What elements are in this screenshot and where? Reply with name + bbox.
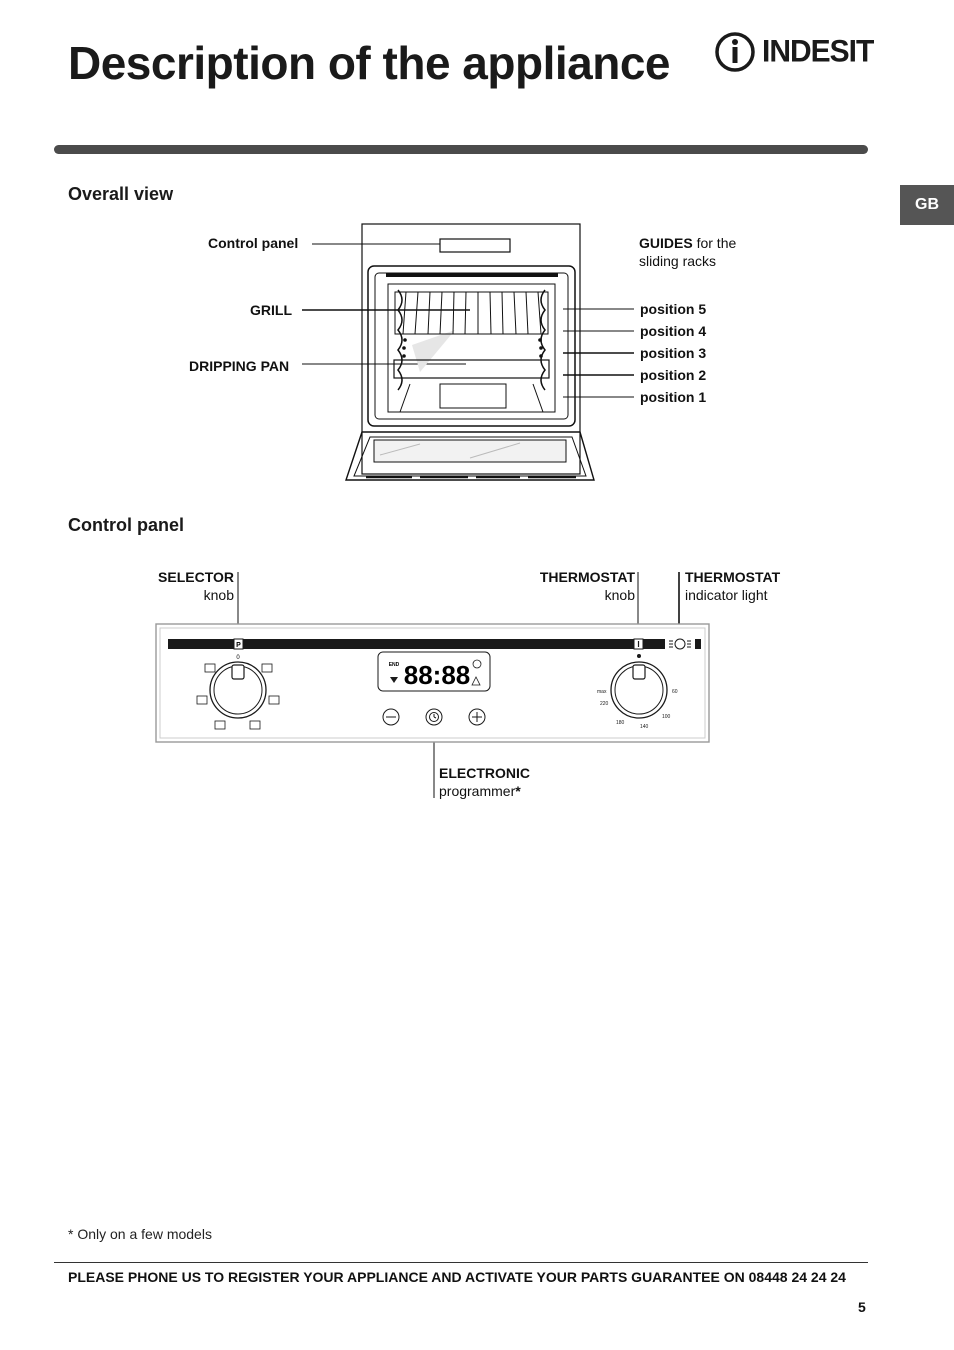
dripping-pan-label: DRIPPING PAN <box>189 358 290 374</box>
scale-180: 180 <box>616 720 625 726</box>
position-3-label: position 3 <box>640 345 707 361</box>
footnote: * Only on a few models <box>68 1226 212 1242</box>
scale-100: 100 <box>662 714 671 720</box>
scale-max: max <box>597 689 607 695</box>
position-2-label: position 2 <box>640 367 707 383</box>
scale-60: 60 <box>672 689 678 695</box>
programmer-display <box>378 652 490 691</box>
footer-rule <box>54 1262 868 1263</box>
selector-label: SELECTOR <box>158 569 234 585</box>
position-4-label: position 4 <box>640 323 707 339</box>
page-number: 5 <box>858 1299 866 1315</box>
scale-140: 140 <box>640 724 649 730</box>
programmer-label-star: * <box>515 783 521 799</box>
language-tab: GB <box>900 185 954 225</box>
thermostat-label: THERMOSTAT <box>539 569 635 585</box>
programmer-label-text: programmer <box>439 783 516 799</box>
grill-label: GRILL <box>250 302 292 318</box>
indicator-label: THERMOSTAT <box>685 569 781 585</box>
selector-zero-mark: 0 <box>236 655 240 661</box>
panel-strip <box>168 639 701 649</box>
thermostat-label-sub: knob <box>604 587 635 603</box>
position-5-label: position 5 <box>640 301 707 317</box>
guides-label-bold: GUIDES <box>639 235 693 251</box>
display-end-mark: END <box>388 662 400 668</box>
overall-view-heading: Overall view <box>68 184 174 204</box>
panel-p-mark: P <box>236 642 241 649</box>
control-panel-heading: Control panel <box>68 515 184 535</box>
guides-label-line2: sliding racks <box>639 253 717 269</box>
programmer-label: ELECTRONIC <box>439 765 530 781</box>
scale-220: 220 <box>600 701 609 707</box>
page-title: Description of the appliance <box>68 37 670 89</box>
selector-label-sub: knob <box>203 587 234 603</box>
phone-notice: PLEASE PHONE US TO REGISTER YOUR APPLIANCE AND ACTIVATE YOUR PARTS GUARANTEE ON 08448 24 24 24 <box>68 1269 846 1285</box>
brand-logo-text: INDESIT <box>762 34 874 69</box>
control-panel-label: Control panel <box>208 235 299 251</box>
display-digits: 88:88 <box>403 660 471 690</box>
position-1-label: position 1 <box>640 389 707 405</box>
indicator-label-sub: indicator light <box>685 587 768 603</box>
guides-label-rest: for the <box>692 235 737 251</box>
